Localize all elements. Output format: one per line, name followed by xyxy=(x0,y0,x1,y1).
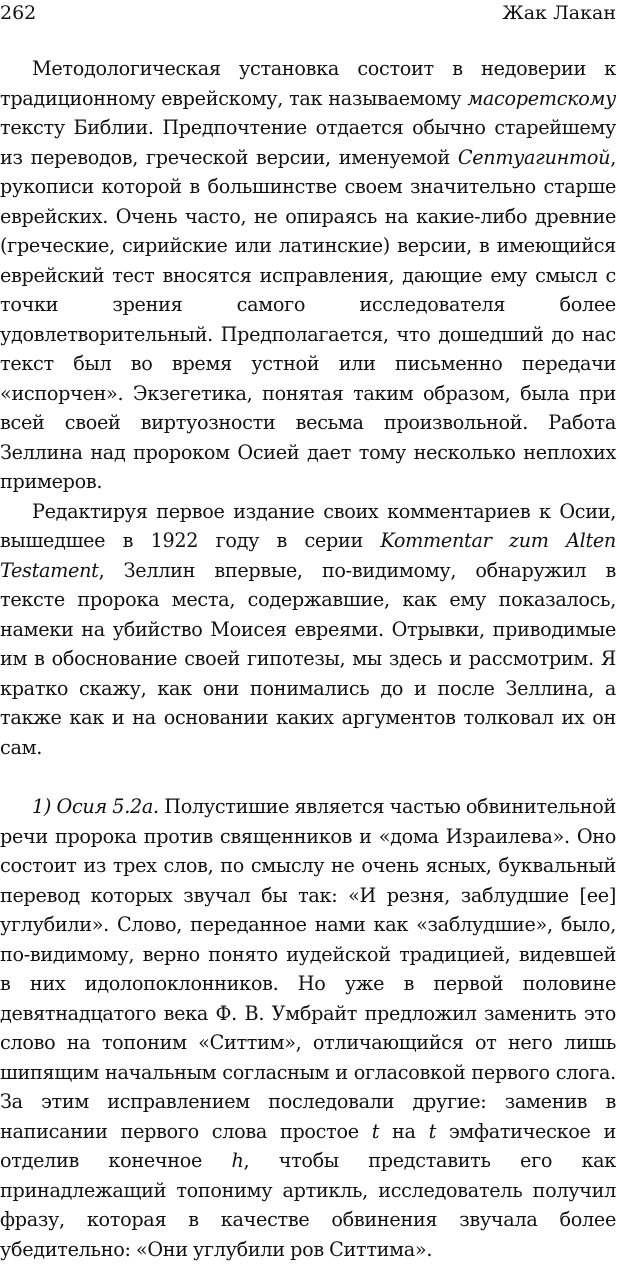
italic-text: Септуагинтой xyxy=(457,145,611,169)
paragraph xyxy=(0,792,616,1264)
text-run: Редактируя первое издание своих комментариев к Осии, вышедшее в 1922 году в серии xyxy=(0,499,616,552)
italic-text: Kommentar zum Alten Testament xyxy=(0,529,616,582)
page-number: 262 xyxy=(0,2,37,24)
text-run: тексту Библии. Предпочтение отдается обычно старейшему из переводов, греческой версии, именуемой xyxy=(0,116,616,169)
page-header xyxy=(0,2,620,28)
italic-text: t xyxy=(371,1119,380,1143)
text-run: Методологическая установка состоит в недоверии к традиционному еврейскому, так называемому xyxy=(0,57,616,110)
paragraph xyxy=(0,54,616,497)
text-run: , Зеллин впервые, по-видимому, обнаружил в тексте пророка места, содержавшие, как ему показалось, намеки на убийство Моисея евреями. Отрывки, приводимые им в обоснование своей гипотезы, мы здесь и рассмотрим. Я кратко скажу, как они понимались до и после Зеллина, а также как и на основании каких аргументов толковал их он сам. xyxy=(0,558,616,759)
italic-text: t xyxy=(428,1119,437,1143)
text-run: эмфатическое и отделив конечное xyxy=(0,1119,616,1172)
text-run: Полустишие является частью обвинительной речи пророка против священников и «дома Израилева». Оно состоит из трех слов, по смыслу не очень ясных, буквальный перевод которых звучал бы так: «И резня, заблудшие [ее] углубили». Слово, переданное нами как «заблудшие», было, по-видимому, верно понято иудейской традицией, видевшей в них идолопоклонников. Но уже в первой половине девятнадцатого века Ф. В. Умбрайт предложил заменить это слово на топоним «Ситтим», отличающийся от него лишь шипящим начальным согласным и огласовкой первого слога. За этим исправлением последовали другие: заменив в написании первого слова простое xyxy=(0,795,616,1143)
text-run: , чтобы представить его как принадлежащий топониму артикль, исследователь получил фразу, которая в качестве обвинения звучала более убедительно: «Они углубили ров Ситтима». xyxy=(0,1149,616,1261)
italic-text: h xyxy=(231,1149,244,1172)
text-run: , рукописи которой в большинстве своем значительно старше еврейских. Очень часто, не опираясь на какие-либо древние (греческие, сирийские или латинские) версии, в имеющийся еврейский тест вносятся исправления, дающие ему смысл с точки зрения самого исследователя более удовлетворительный. Предполагается, что дошедший до нас текст был во время устной или письменно передачи «испорчен». Экзегетика, понятая таким образом, была при всей своей виртуозности весьма произвольной. Работа Зеллина над пророком Осией дает тому несколько неплохих примеров. xyxy=(0,145,616,493)
text-run: на xyxy=(379,1119,429,1143)
italic-text: масоретскому xyxy=(467,86,616,110)
running-head: Жак Лакан xyxy=(502,2,616,24)
body-text xyxy=(0,54,616,1264)
italic-text: 1) Осия 5.2а. xyxy=(32,795,159,818)
paragraph xyxy=(0,497,616,763)
